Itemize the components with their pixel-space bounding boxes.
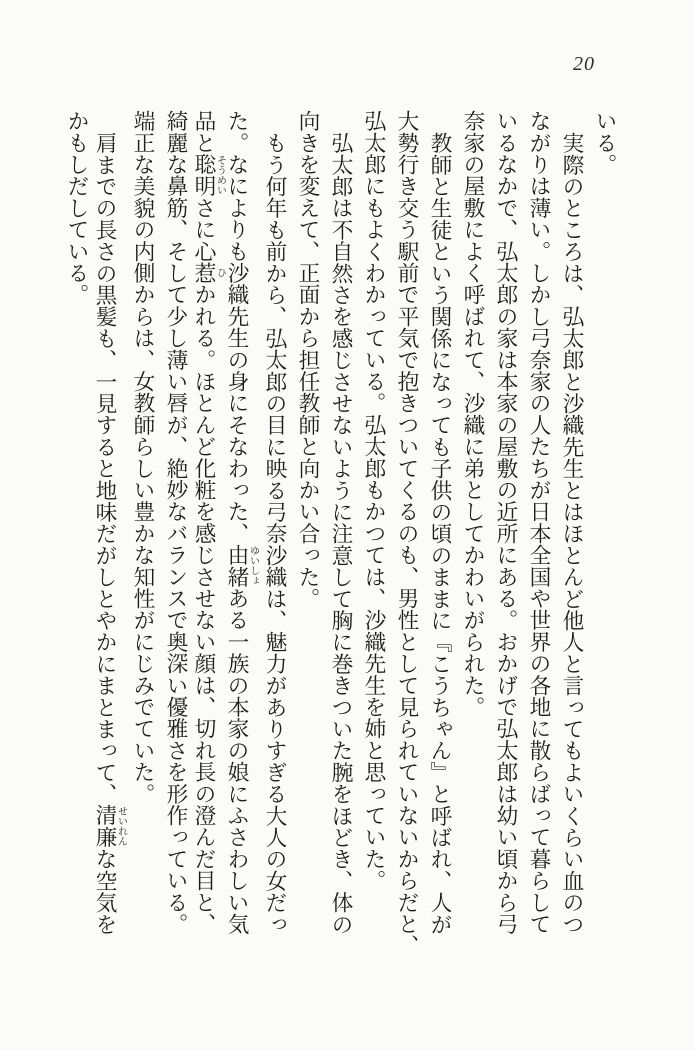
text-run: 弘太郎は不自然さを感じさせないように注意して胸に巻きついた腕をほどき、体の [329, 131, 353, 935]
text-run: ながりは薄い。しかし弓奈家の人たちが日本全国や世界の各地に散らばって暮らして [527, 110, 551, 935]
text-line-8 [357, 110, 390, 966]
furigana: せいれん [115, 804, 127, 848]
text-run: 肩までの長さの黒髪も、一見すると地味だがしとやかにまとまって、 [93, 131, 117, 805]
ruby-annotated-word: 由緒ゆいしょ [225, 544, 259, 588]
text-run: かれる。ほとんど化粧を感じさせない顔は、切れ長の澄んだ目と、 [192, 283, 216, 935]
text-line-9 [324, 110, 357, 966]
text-run: た。なによりも沙織先生の身にそなわった、 [225, 110, 249, 544]
text-run: 綺麗な鼻筋、そして少し薄い唇が、絶妙なバランスで奥深い優雅さを形作っている。 [164, 110, 188, 935]
ruby-annotated-word: 聡明そうめい [192, 153, 226, 197]
text-line-3 [522, 110, 555, 966]
text-line-12 [225, 110, 258, 966]
text-line-14 [159, 110, 192, 966]
text-run: 奈家の屋敷によく呼ばれて、沙織に弟としてかわいがられた。 [461, 110, 485, 718]
text-run: 大勢行き交う駅前で平気で抱きついてくるのも、男性として見られていないからだと、 [395, 110, 419, 957]
text-line-2 [555, 110, 588, 966]
text-line-15 [126, 110, 159, 966]
furigana: ゆいしょ [247, 544, 259, 588]
furigana: そうめい [214, 153, 226, 197]
text-run: 向きを変えて、正面から担任教師と向かい合った。 [296, 110, 320, 610]
ruby-annotated-word: 清廉せいれん [93, 804, 127, 848]
text-run: もう何年も前から、弘太郎の目に映る弓奈沙織は、魅力がありすぎる大人の女だっ [263, 131, 287, 935]
text-run: いるなかで、弘太郎の家は本家の屋敷の近所にある。おかげで弘太郎は幼い頃から弓 [494, 110, 518, 935]
text-run: 品と [192, 110, 216, 154]
text-area [60, 110, 621, 966]
ruby-annotated-word: 惹ひ [192, 261, 226, 284]
text-run: さに心 [192, 196, 216, 262]
text-line-4 [489, 110, 522, 966]
text-run: な空気を [93, 847, 117, 935]
furigana: ひ [214, 261, 226, 284]
text-run: 教師と生徒という関係になっても子供の頃のままに『こうちゃん』と呼ばれ、人が [428, 131, 452, 935]
text-run: いる。 [593, 110, 617, 176]
text-line-7 [390, 110, 423, 980]
page-number: 20 [573, 53, 595, 75]
text-run: かもしだしている。 [65, 110, 89, 306]
text-line-6 [423, 110, 456, 966]
text-run: 実際のところは、弘太郎と沙織先生とはほとんど他人と言ってもよいくらい血のつ [560, 131, 584, 935]
text-line-5 [456, 110, 489, 966]
text-run: 弘太郎にもよくわかっている。弘太郎もかつては、沙織先生を姉と思っていた。 [362, 110, 386, 892]
text-run: ある一族の本家の娘にふさわしい気 [225, 587, 249, 935]
text-line-10 [291, 110, 324, 966]
text-line-1 [588, 110, 621, 966]
text-run: 端正な美貌の内側からは、女教師らしい豊かな知性がにじみでていた。 [131, 110, 155, 805]
text-line-16 [93, 110, 126, 966]
text-line-11 [258, 110, 291, 966]
